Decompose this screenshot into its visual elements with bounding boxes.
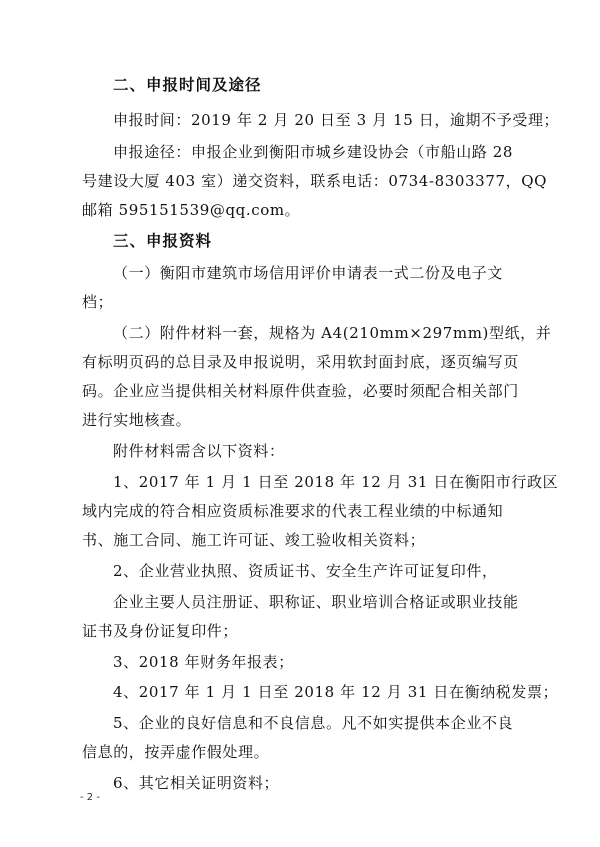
paragraph-line: 码。企业应当提供相关材料原件供查验，必要时须配合相关部门 [82, 382, 519, 400]
paragraph-line: 有标明页码的总目录及申报说明，采用软封面封底，逐页编写页 [82, 353, 519, 371]
page-number: - 2 - [80, 792, 100, 803]
paragraph-line: 附件材料需含以下资料： [113, 442, 285, 460]
section-heading-3: 三、申报资料 [113, 232, 213, 250]
list-item: 2、企业营业执照、资质证书、安全生产许可证复印件， [113, 562, 498, 580]
list-item-continuation: 信息的，按弄虚作假处理。 [82, 743, 270, 761]
list-item: 4、2017 年 1 月 1 日至 2018 年 12 月 31 日在衡纳税发票； [113, 683, 559, 701]
paragraph-line: （二）附件材料一套，规格为 A4(210mm×297mm)型纸，并 [113, 324, 552, 342]
list-item: 1、2017 年 1 月 1 日至 2018 年 12 月 31 日在衡阳市行政区 [113, 473, 559, 491]
paragraph-line: 邮箱 595151539@qq.com。 [82, 201, 301, 219]
list-item-continuation: 证书及身份证复印件； [82, 622, 239, 640]
list-item-continuation: 企业主要人员注册证、职称证、职业培训合格证或职业技能 [113, 593, 519, 611]
paragraph-line: 申报途径：申报企业到衡阳市城乡建设协会（市船山路 28 [113, 143, 514, 161]
list-item-continuation: 书、施工合同、施工许可证、竣工验收相关资料； [82, 531, 426, 549]
list-item: 5、企业的良好信息和不良信息。凡不如实提供本企业不良 [113, 714, 514, 732]
list-item: 6、其它相关证明资料； [113, 774, 280, 792]
paragraph-line: 申报时间：2019 年 2 月 20 日至 3 月 15 日，逾期不予受理； [113, 111, 560, 129]
list-item-continuation: 域内完成的符合相应资质标准要求的代表工程业绩的中标通知 [82, 502, 504, 520]
section-heading-2: 二、申报时间及途径 [113, 76, 262, 94]
paragraph-line: 档； [82, 293, 114, 311]
list-item: 3、2018 年财务年报表； [113, 653, 294, 671]
paragraph-line: 进行实地核查。 [82, 411, 192, 429]
paragraph-line: 号建设大厦 403 室）递交资料，联系电话：0734-8303377，QQ [82, 172, 548, 190]
paragraph-line: （一）衡阳市建筑市场信用评价申请表一式二份及电子文 [113, 264, 504, 282]
